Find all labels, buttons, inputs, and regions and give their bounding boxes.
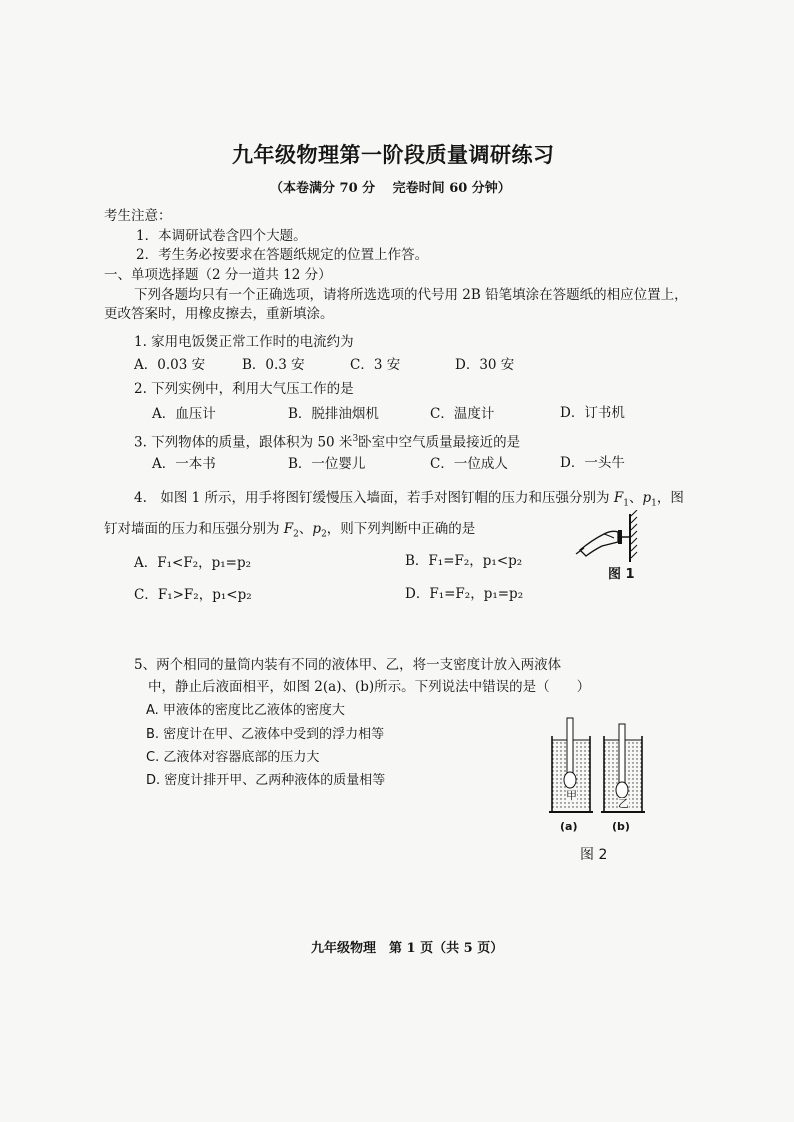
question-4-line-1: 4. 如图 1 所示，用手将图钉缓慢压入墙面，若手对图钉帽的压力和压强分别为 $F_1$、$p_1$，图 [134,490,684,509]
question-5-line-1: 5、两个相同的量筒内装有不同的液体甲、乙，将一支密度计放入两液体 [134,657,562,673]
figure-2-caption: 图 2 [580,847,608,863]
question-3-option-c: C．一位成人 [430,456,508,472]
page-subtitle: （本卷满分 70 分 完卷时间 60 分钟） [270,181,511,196]
question-2-stem: 2. 下列实例中，利用大气压工作的是 [134,381,354,397]
page-title: 九年级物理第一阶段质量调研练习 [232,142,555,167]
figure-2b-label: (b) [612,820,630,833]
question-1-option-b: B．0.3 安 [242,357,305,373]
question-5-option-c: C. 乙液体对容器底部的压力大 [146,750,320,765]
notice-item: 2．考生务必按要求在答题纸规定的位置上作答。 [136,247,429,263]
question-5-line-2: 中，静止后液面相平，如图 2(a)、(b)所示。下列说法中错误的是（ ） [148,679,591,695]
figure-1-drawing [574,510,644,566]
question-2-option-b: B．脱排油烟机 [288,406,379,422]
page-footer: 九年级物理 第 1 页（共 5 页） [311,941,504,956]
figure-1-label: 图 1 [608,567,635,582]
question-2-option-c: C．温度计 [430,406,495,422]
question-1-option-c: C．3 安 [350,357,401,373]
question-3-option-b: B．一位婴儿 [288,456,366,472]
section-heading: 一、单项选择题（2 分一道共 12 分） [104,267,332,283]
question-5-option-b: B. 密度计在甲、乙液体中受到的浮力相等 [146,727,385,742]
question-4-option-b: B．F₁=F₂，p₁<p₂ [405,553,523,569]
question-2-option-d: D．订书机 [560,405,625,421]
question-4-line-2: 钉对墙面的压力和压强分别为 $F_2$、$p_2$，则下列判断中正确的是 [104,521,476,540]
question-4-option-a: A．F₁<F₂，p₁=p₂ [134,555,252,571]
question-1-option-d: D．30 安 [455,357,515,373]
notice-item: 1．本调研试卷含四个大题。 [136,228,307,244]
question-1-option-a: A．0.03 安 [134,357,206,373]
question-5-option-d: D. 密度计排开甲、乙两种液体的质量相等 [146,773,386,788]
section-instruction: 更改答案时，用橡皮擦去，重新填涂。 [104,306,334,322]
question-3-stem: 3. 下列物体的质量，跟体积为 50 米$^3$卧室中空气质量最接近的是 [134,434,521,451]
question-1-stem: 1. 家用电饭煲正常工作时的电流约为 [134,334,354,350]
notice-heading: 考生注意： [104,208,172,224]
figure-2a-label: (a) [560,820,578,833]
figure-2a-liquid-label: 甲 [566,789,577,802]
question-2-option-a: A．血压计 [152,406,216,422]
figure-2b-liquid-label: 乙 [618,797,629,810]
question-3-option-a: A．一本书 [152,456,216,472]
question-5-option-a: A. 甲液体的密度比乙液体的密度大 [146,703,345,718]
question-3-option-d: D．一头牛 [560,455,625,471]
question-4-option-c: C．F₁>F₂，p₁<p₂ [134,587,252,603]
section-instruction: 下列各题均只有一个正确选项，请将所选选项的代号用 2B 铅笔填涂在答题纸的相应位置上， [134,287,688,303]
question-4-option-d: D．F₁=F₂，p₁=p₂ [405,586,524,602]
